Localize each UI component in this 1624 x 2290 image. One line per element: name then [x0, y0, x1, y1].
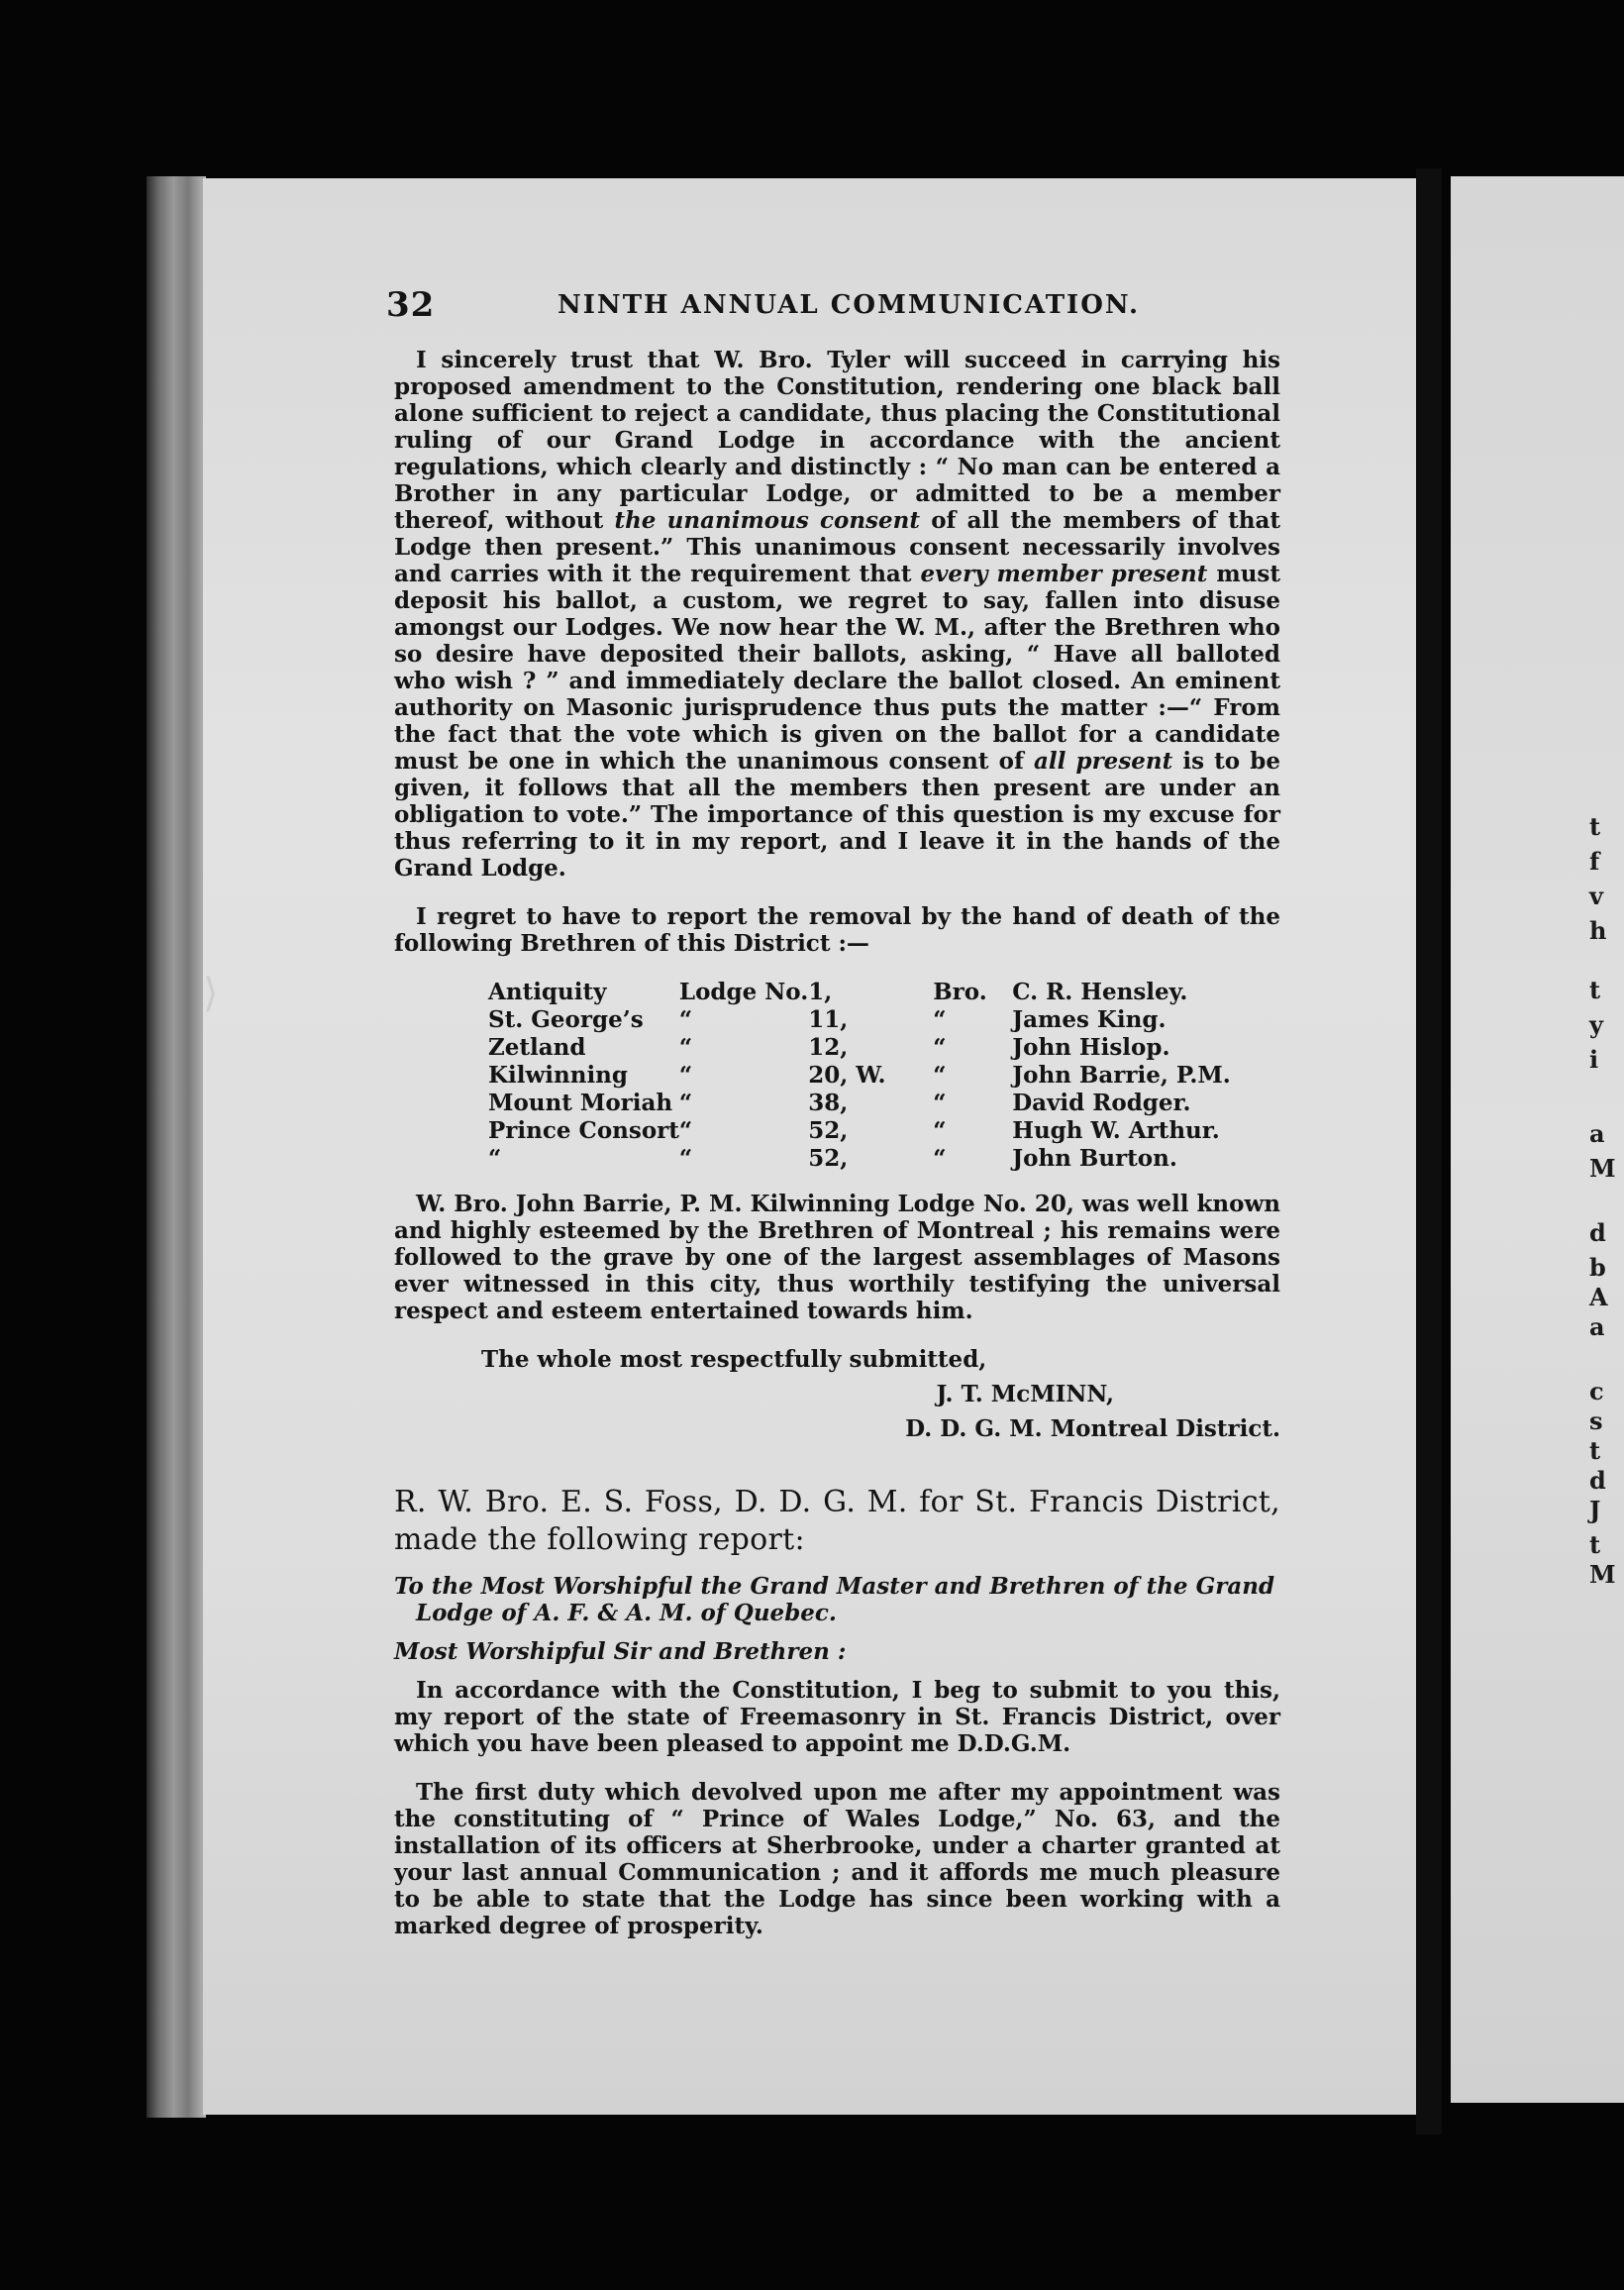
facing-page-fragment: t [1589, 1436, 1601, 1465]
facing-page-fragment: d [1589, 1218, 1606, 1247]
paragraph-first-duty: The first duty which devolved upon me after my appointment was the constituting of “ Prince of Wales Lodge,” No. 63, and the installation of its officers at Sherbrooke, under a charter granted at your last annual Communication ; and it affords me much pleasure to be able to state that the Lodge has since been working with a marked degree of prosperity. [394, 1779, 1280, 1939]
paragraph-deaths-intro: I regret to have to report the removal by the hand of death of the following Brethren of this District :— [394, 903, 1280, 957]
facing-page-fragment: b [1589, 1253, 1606, 1282]
death-row [488, 1034, 1231, 1062]
book-page-left [203, 178, 1434, 2115]
death-lodge-name: St. George’s [488, 1006, 644, 1033]
facing-page-fragment: A [1589, 1283, 1608, 1311]
page-header [203, 285, 1434, 335]
para1-emphasis-every-member: every member present [920, 561, 1208, 587]
facing-page-fragment: t [1589, 976, 1601, 1004]
death-bro-word: “ [933, 1062, 947, 1089]
death-brother-name: John Burton. [1012, 1145, 1177, 1172]
facing-page-fragment: f [1589, 847, 1600, 876]
para1-emphasis-all-present: all present [1033, 748, 1173, 775]
death-brother-name: James King. [1012, 1006, 1167, 1033]
death-lodge-word: Lodge No. [678, 979, 809, 1005]
death-lodge-number: 20, W. [808, 1062, 886, 1089]
facing-page-fragment: v [1589, 882, 1603, 910]
death-lodge-word: “ [678, 1034, 693, 1061]
paragraph-barrie: W. Bro. John Barrie, P. M. Kilwinning Lodge No. 20, was well known and highly esteemed by the Brethren of Montreal ; his remains were followed to the grave by one of the largest assemblages of Masons ever witnessed in this city, thus worthily testifying the universal respect and esteem entertained towards him. [394, 1191, 1280, 1324]
running-head: NINTH ANNUAL COMMUNICATION. [558, 290, 1141, 320]
death-lodge-word: “ [678, 1117, 693, 1144]
death-brother-name: John Hislop. [1012, 1034, 1170, 1061]
facing-page-fragment: J [1589, 1496, 1601, 1524]
death-lodge-number: 12, [808, 1034, 849, 1061]
facing-page-fragment: y [1589, 1010, 1603, 1039]
para1-emphasis-unanimous: the unanimous consent [614, 507, 920, 534]
death-bro-word: “ [933, 1145, 947, 1172]
facing-page-fragment: d [1589, 1466, 1606, 1495]
paragraph-constitution: In accordance with the Constitution, I beg to submit to you this, my report of the state of Freemasonry in St. Francis District, over which you have been pleased to appoint me D.D.G.M. [394, 1677, 1280, 1757]
death-row [488, 1062, 1231, 1090]
facing-page-fragment: a [1589, 1312, 1605, 1341]
facing-page-fragment: i [1589, 1045, 1599, 1074]
para1-text-d: is to be given, it follows that all the members then present are under an obligation to vote.” The importance of this question is my excuse for thus referring to it in my report, and I leave it in the hands of the Grand Lodge. [394, 748, 1280, 882]
closing-line: The whole most respectfully submitted, [481, 1346, 987, 1373]
facing-page-fragment: c [1589, 1377, 1604, 1405]
death-brother-name: John Barrie, P.M. [1012, 1062, 1231, 1089]
death-lodge-name: Mount Moriah [488, 1090, 673, 1116]
death-lodge-name: Kilwinning [488, 1062, 628, 1089]
para1-text-b: of all the members of that Lodge then present.” This unanimous consent necessarily involves and carries with it the requirement that [394, 507, 1280, 587]
death-lodge-word: “ [678, 1145, 693, 1172]
page-number: 32 [386, 285, 436, 325]
death-lodge-word: “ [678, 1006, 693, 1033]
death-lodge-word: “ [678, 1062, 693, 1089]
death-brother-name: Hugh W. Arthur. [1012, 1117, 1220, 1144]
death-bro-word: “ [933, 1090, 947, 1116]
death-lodge-name: Antiquity [488, 979, 607, 1005]
page-body [394, 347, 1280, 1961]
death-row [488, 1006, 1231, 1034]
death-lodge-number: 52, [808, 1145, 849, 1172]
death-lodge-number: 11, [808, 1006, 849, 1033]
death-lodge-name: “ [488, 1145, 502, 1172]
signature-block [394, 1346, 1280, 1442]
paragraph-ballot [394, 347, 1280, 882]
death-bro-word: Bro. [933, 979, 987, 1005]
death-row [488, 1090, 1231, 1117]
death-brother-name: C. R. Hensley. [1012, 979, 1188, 1005]
death-bro-word: “ [933, 1034, 947, 1061]
facing-page-fragment: h [1589, 916, 1607, 945]
salutation: Most Worshipful Sir and Brethren : [394, 1638, 847, 1665]
facing-page-fragment: M [1589, 1154, 1616, 1183]
death-row [488, 1145, 1231, 1173]
death-bro-word: “ [933, 1006, 947, 1033]
facing-page-fragment: a [1589, 1119, 1605, 1148]
book-page-right [1451, 176, 1624, 2103]
facing-page-fragment: t [1589, 812, 1601, 841]
para1-text-a: I sincerely trust that W. Bro. Tyler will succeed in carrying his proposed amendment to the Constitution, rendering one black ball alone sufficient to reject a candidate, thus placing the Constitutional ruling of our Grand Lodge in accordance with the ancient regulations, which clearly and distinctly : “ No man can be entered a Brother in any particular Lodge, or admitted to be a member thereof, without [394, 347, 1280, 534]
book-gutter [1416, 168, 1442, 2134]
death-row [488, 1117, 1231, 1145]
para1-text-c: must deposit his ballot, a custom, we regret to say, fallen into disuse amongst our Lodges. We now hear the W. M., after the Brethren who so desire have deposited their ballots, asking, “ Have all balloted who wish ? ” and immediately declare the ballot closed. An eminent authority on Masonic jurisprudence thus puts the matter :—“ From the fact that the vote which is given on the ballot for a candidate must be one in which the unanimous consent of [394, 561, 1281, 775]
death-lodge-number: 1, [808, 979, 833, 1005]
book-page-edge [147, 176, 206, 2118]
death-lodge-word: “ [678, 1090, 693, 1116]
address-line: To the Most Worshipful the Grand Master and Brethren of the Grand Lodge of A. F. & A. M. of Quebec. [394, 1573, 1275, 1626]
death-lodge-number: 52, [808, 1117, 849, 1144]
death-row [488, 979, 1231, 1006]
death-lodge-name: Prince Consort [488, 1117, 679, 1144]
report-heading: R. W. Bro. E. S. Foss, D. D. G. M. for St. Francis District, made the following report: [394, 1485, 1280, 1557]
facing-page-fragment: M [1589, 1560, 1616, 1589]
margin-mark: ⟩ [203, 971, 219, 1016]
deaths-table [488, 979, 1231, 1173]
death-lodge-name: Zetland [488, 1034, 586, 1061]
death-lodge-number: 38, [808, 1090, 849, 1116]
facing-page-fragment: s [1589, 1406, 1603, 1435]
death-bro-word: “ [933, 1117, 947, 1144]
signer-title: D. D. G. M. Montreal District. [905, 1415, 1280, 1442]
signer-name: J. T. McMINN, [936, 1381, 1114, 1407]
death-brother-name: David Rodger. [1012, 1090, 1191, 1116]
facing-page-fragment: t [1589, 1530, 1601, 1559]
